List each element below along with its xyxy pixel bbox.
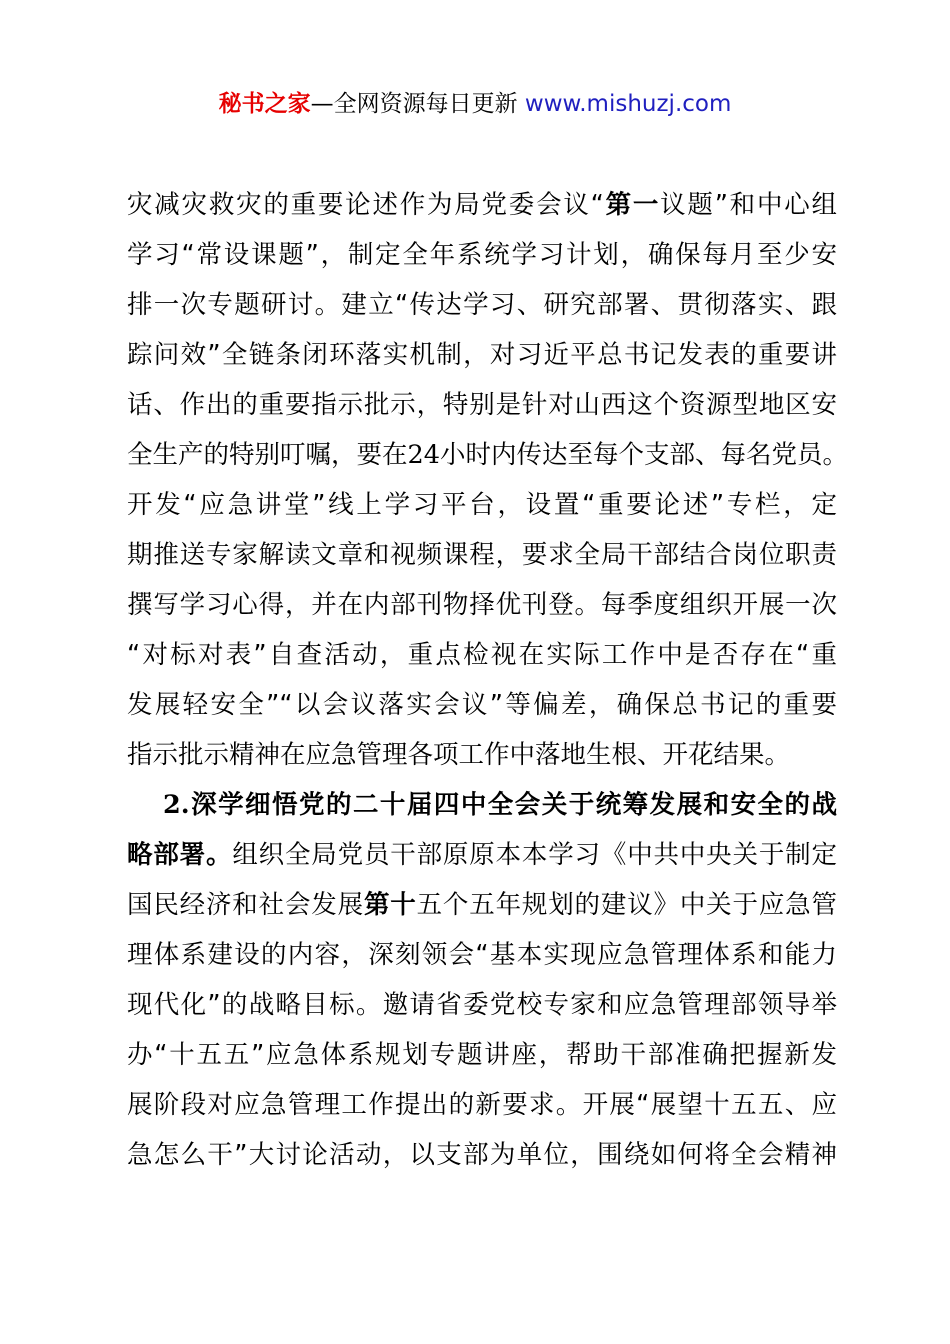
text-segment: 学习“常设课题”，制定全年系统学习计划，确保每月至少安 bbox=[127, 240, 837, 270]
text-segment: 办“十五五”应急体系规划专题讲座，帮助干部准确把握新发 bbox=[127, 1040, 837, 1070]
text-segment: 开发“应急讲堂”线上学习平台，设置“重要论述”专栏，定 bbox=[127, 490, 837, 520]
text-segment: 小时内传达至每个支部、每名党员。 bbox=[439, 440, 848, 470]
text-line bbox=[127, 980, 837, 1030]
site-url-link[interactable]: www.mishuzj.com bbox=[524, 91, 732, 117]
section-heading-line bbox=[127, 780, 837, 830]
bold-text: 第十 bbox=[363, 890, 417, 920]
brand-name: 秘书之家 bbox=[218, 91, 311, 117]
text-segment: 现代化”的战略目标。邀请省委党校专家和应急管理部领导举 bbox=[127, 990, 837, 1020]
text-line bbox=[127, 1130, 837, 1180]
text-line bbox=[127, 730, 837, 780]
document-body bbox=[127, 180, 848, 1180]
text-line bbox=[127, 830, 837, 880]
text-segment: 急怎么干”大讨论活动，以支部为单位，围绕如何将全会精神 bbox=[127, 1140, 837, 1170]
text-segment: 排一次专题研讨。建立“传达学习、研究部署、贯彻落实、跟 bbox=[127, 290, 837, 320]
text-segment: 话、作出的重要指示批示，特别是针对山西这个资源型地区安 bbox=[127, 390, 837, 420]
text-line bbox=[127, 180, 837, 230]
text-segment: 指示批示精神在应急管理各项工作中落地生根、开花结果。 bbox=[127, 740, 791, 770]
section-heading: 略部署。 bbox=[127, 840, 233, 870]
text-segment: 撰写学习心得，并在内部刊物择优刊登。每季度组织开展一次 bbox=[127, 590, 837, 620]
text-segment: 五个五年规划的建议》中关于应急管 bbox=[416, 890, 837, 920]
text-line bbox=[127, 930, 837, 980]
text-segment: 议题”和中心组 bbox=[660, 190, 837, 220]
text-segment: 理体系建设的内容，深刻领会“基本实现应急管理体系和能力 bbox=[127, 940, 837, 970]
text-segment: 组织全局党员干部原原本本学习《中共中央关于制定 bbox=[232, 840, 837, 870]
text-line bbox=[127, 280, 837, 330]
text-line bbox=[127, 680, 837, 730]
number-text: 24 bbox=[407, 440, 440, 470]
text-segment: 踪问效”全链条闭环落实机制，对习近平总书记发表的重要讲 bbox=[127, 340, 837, 370]
text-segment: 期推送专家解读文章和视频课程，要求全局干部结合岗位职责 bbox=[127, 540, 837, 570]
text-segment: 国民经济和社会发展 bbox=[127, 890, 364, 920]
text-line bbox=[127, 1030, 837, 1080]
text-line bbox=[127, 430, 848, 480]
header-slogan: —全网资源每日更新 bbox=[310, 91, 525, 117]
text-line bbox=[127, 880, 837, 930]
text-line bbox=[127, 330, 837, 380]
text-line bbox=[127, 480, 837, 530]
text-line bbox=[127, 530, 837, 580]
text-segment: “对标对表”自查活动，重点检视在实际工作中是否存在“重 bbox=[127, 640, 837, 670]
text-segment: 全生产的特别叮嘱，要在 bbox=[127, 440, 408, 470]
text-segment: 发展轻安全”“以会议落实会议”等偏差，确保总书记的重要 bbox=[127, 690, 837, 720]
text-segment: 展阶段对应急管理工作提出的新要求。开展“展望十五五、应 bbox=[127, 1090, 837, 1120]
text-line bbox=[127, 1080, 837, 1130]
section-heading: 深学细悟党的二十届四中全会关于统筹发展和安全的战 bbox=[189, 790, 837, 820]
bold-text: 第一 bbox=[603, 190, 661, 220]
text-line bbox=[127, 380, 837, 430]
text-line bbox=[127, 630, 837, 680]
text-line bbox=[127, 580, 837, 630]
text-line bbox=[127, 230, 837, 280]
section-number: 2. bbox=[163, 790, 190, 820]
page-header bbox=[0, 86, 950, 122]
text-segment: 灾减灾救灾的重要论述作为局党委会议“ bbox=[127, 190, 604, 220]
